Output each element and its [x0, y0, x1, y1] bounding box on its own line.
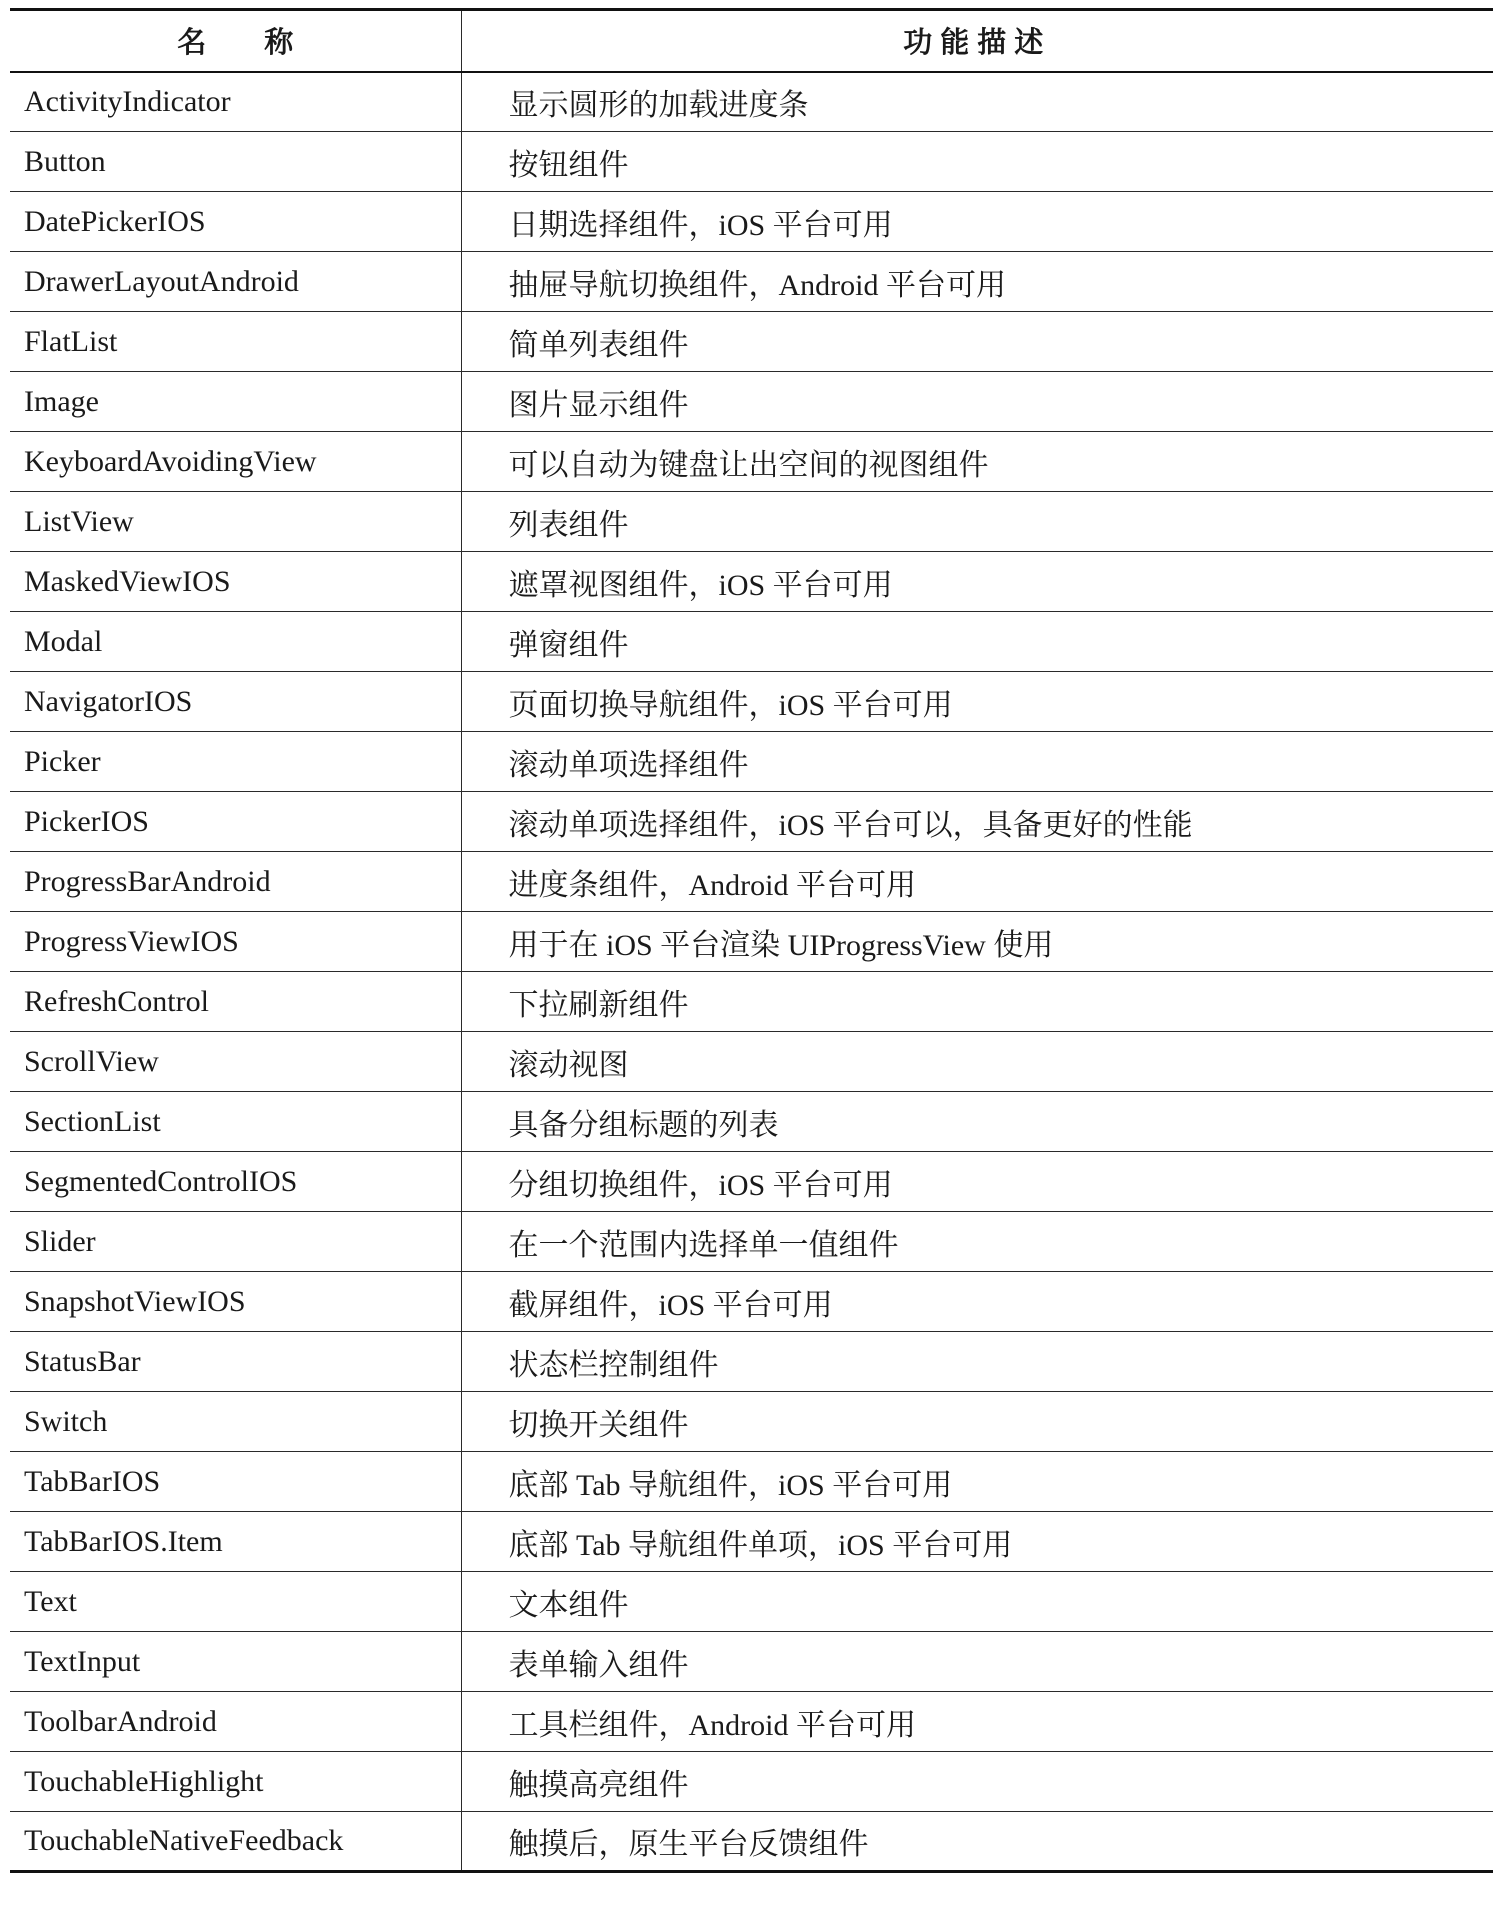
table-row [10, 672, 1493, 732]
component-name-cell: TouchableHighlight [10, 1752, 461, 1812]
table-row [10, 1572, 1493, 1632]
table-row [10, 1452, 1493, 1512]
table-row [10, 1392, 1493, 1452]
table-row [10, 972, 1493, 1032]
table-row [10, 492, 1493, 552]
component-description-cell: 切换开关组件 [461, 1392, 1493, 1452]
component-name-cell: KeyboardAvoidingView [10, 432, 461, 492]
component-name-cell: TabBarIOS.Item [10, 1512, 461, 1572]
component-name-cell: ActivityIndicator [10, 72, 461, 132]
component-description-cell: 下拉刷新组件 [461, 972, 1493, 1032]
component-name-cell: RefreshControl [10, 972, 461, 1032]
component-description-cell: 在一个范围内选择单一值组件 [461, 1212, 1493, 1272]
component-name-cell: ScrollView [10, 1032, 461, 1092]
table-row [10, 1632, 1493, 1692]
component-name-cell: ToolbarAndroid [10, 1692, 461, 1752]
table-row [10, 312, 1493, 372]
table-row [10, 792, 1493, 852]
table-row [10, 1152, 1493, 1212]
component-name-cell: FlatList [10, 312, 461, 372]
component-description-cell: 进度条组件，Android 平台可用 [461, 852, 1493, 912]
component-name-cell: ProgressViewIOS [10, 912, 461, 972]
component-name-cell: TextInput [10, 1632, 461, 1692]
component-description-cell: 文本组件 [461, 1572, 1493, 1632]
table-row [10, 1332, 1493, 1392]
component-name-cell: Button [10, 132, 461, 192]
component-name-cell: DrawerLayoutAndroid [10, 252, 461, 312]
table-row [10, 912, 1493, 972]
component-name-cell: SegmentedControlIOS [10, 1152, 461, 1212]
component-description-cell: 表单输入组件 [461, 1632, 1493, 1692]
component-description-cell: 滚动单项选择组件 [461, 732, 1493, 792]
component-description-cell: 底部 Tab 导航组件单项，iOS 平台可用 [461, 1512, 1493, 1572]
component-description-cell: 图片显示组件 [461, 372, 1493, 432]
component-name-cell: ProgressBarAndroid [10, 852, 461, 912]
component-description-cell: 触摸高亮组件 [461, 1752, 1493, 1812]
table-row [10, 1092, 1493, 1152]
component-name-cell: TouchableNativeFeedback [10, 1812, 461, 1872]
table-row [10, 372, 1493, 432]
component-description-cell: 分组切换组件，iOS 平台可用 [461, 1152, 1493, 1212]
component-description-cell: 用于在 iOS 平台渲染 UIProgressView 使用 [461, 912, 1493, 972]
component-table [10, 8, 1493, 1873]
table-row [10, 72, 1493, 132]
table-row [10, 1692, 1493, 1752]
component-description-cell: 遮罩视图组件，iOS 平台可用 [461, 552, 1493, 612]
table-row [10, 1032, 1493, 1092]
component-description-cell: 页面切换导航组件，iOS 平台可用 [461, 672, 1493, 732]
component-description-cell: 工具栏组件，Android 平台可用 [461, 1692, 1493, 1752]
component-name-cell: NavigatorIOS [10, 672, 461, 732]
table-body [10, 72, 1493, 1872]
component-description-cell: 具备分组标题的列表 [461, 1092, 1493, 1152]
table-row [10, 432, 1493, 492]
table-row [10, 192, 1493, 252]
table-row [10, 1212, 1493, 1272]
table-row [10, 1512, 1493, 1572]
header-name: 名称 [10, 10, 461, 72]
table-header [10, 10, 1493, 72]
header-description: 功能描述 [461, 10, 1493, 72]
component-name-cell: Modal [10, 612, 461, 672]
component-name-cell: SnapshotViewIOS [10, 1272, 461, 1332]
component-name-cell: PickerIOS [10, 792, 461, 852]
table-row [10, 252, 1493, 312]
component-name-cell: SectionList [10, 1092, 461, 1152]
table-row [10, 1812, 1493, 1872]
component-description-cell: 滚动单项选择组件，iOS 平台可以，具备更好的性能 [461, 792, 1493, 852]
component-description-cell: 日期选择组件，iOS 平台可用 [461, 192, 1493, 252]
component-description-cell: 弹窗组件 [461, 612, 1493, 672]
component-name-cell: StatusBar [10, 1332, 461, 1392]
header-row [10, 10, 1493, 72]
table-row [10, 132, 1493, 192]
component-description-cell: 滚动视图 [461, 1032, 1493, 1092]
table-row [10, 552, 1493, 612]
component-name-cell: DatePickerIOS [10, 192, 461, 252]
component-description-cell: 可以自动为键盘让出空间的视图组件 [461, 432, 1493, 492]
component-table-container [10, 8, 1493, 1873]
component-name-cell: Slider [10, 1212, 461, 1272]
component-name-cell: MaskedViewIOS [10, 552, 461, 612]
component-name-cell: ListView [10, 492, 461, 552]
component-description-cell: 抽屉导航切换组件，Android 平台可用 [461, 252, 1493, 312]
table-row [10, 1752, 1493, 1812]
component-description-cell: 显示圆形的加载进度条 [461, 72, 1493, 132]
table-row [10, 852, 1493, 912]
component-description-cell: 截屏组件，iOS 平台可用 [461, 1272, 1493, 1332]
component-name-cell: Picker [10, 732, 461, 792]
table-row [10, 612, 1493, 672]
table-row [10, 1272, 1493, 1332]
component-description-cell: 状态栏控制组件 [461, 1332, 1493, 1392]
component-description-cell: 列表组件 [461, 492, 1493, 552]
component-name-cell: Text [10, 1572, 461, 1632]
component-description-cell: 简单列表组件 [461, 312, 1493, 372]
component-name-cell: Image [10, 372, 461, 432]
component-description-cell: 触摸后，原生平台反馈组件 [461, 1812, 1493, 1872]
component-description-cell: 按钮组件 [461, 132, 1493, 192]
component-description-cell: 底部 Tab 导航组件，iOS 平台可用 [461, 1452, 1493, 1512]
table-row [10, 732, 1493, 792]
component-name-cell: Switch [10, 1392, 461, 1452]
component-name-cell: TabBarIOS [10, 1452, 461, 1512]
